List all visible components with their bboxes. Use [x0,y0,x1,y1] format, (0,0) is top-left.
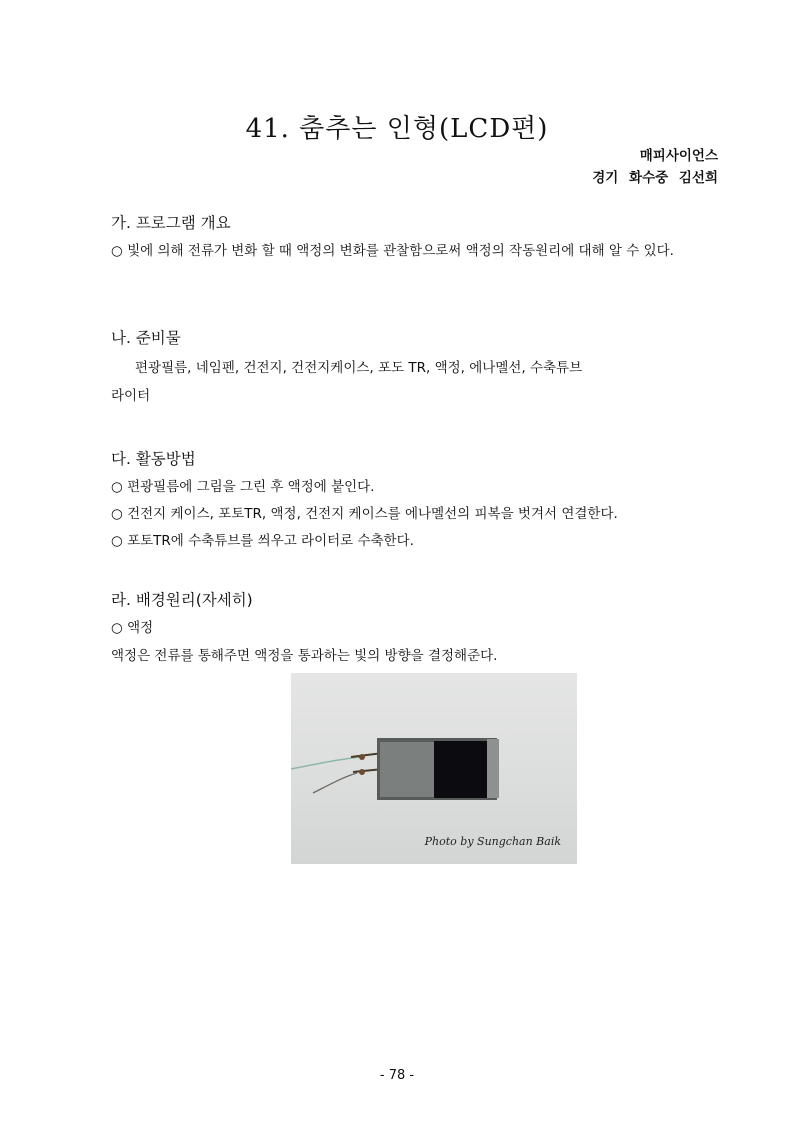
photo-caption: Photo by Sungchan Baik [424,835,561,848]
lcd-photo [291,673,577,864]
principle-item: ○ 액정 [111,620,154,636]
page-number: - 78 - [379,1068,415,1083]
section-heading-method: 다. 활동방법 [111,450,196,468]
organization: 매피사이언스 [639,148,718,164]
materials-line-2: 라이터 [111,388,151,404]
section-heading-materials: 나. 준비물 [111,329,181,347]
method-step-2: ○ 건전지 케이스, 포토TR, 액정, 건전지 케이스를 에나멜선의 피복을 벗겨서 연결한다. [111,506,618,522]
method-step-3: ○ 포토TR에 수축튜브를 씌우고 라이터로 수축한다. [111,533,414,549]
overview-text: ○ 빛에 의해 전류가 변화 할 때 액정의 변화를 관찰함으로써 액정의 작동원리에 대해 알 수 있다. [111,243,674,259]
author: 경기 화수중 김선희 [592,170,718,186]
section-heading-overview: 가. 프로그램 개요 [111,214,231,232]
method-step-1: ○ 편광필름에 그림을 그린 후 액정에 붙인다. [111,479,375,495]
section-heading-principle: 라. 배경원리(자세히) [111,591,253,609]
page-title: 41. 춤추는 인형(LCD편) [245,114,549,144]
materials-line-1: 편광필름, 네임펜, 건전지, 건전지케이스, 포도 TR, 액정, 에나멜선, 수축튜브 [135,360,583,376]
principle-text: 액정은 전류를 통해주면 액정을 통과하는 빛의 방향을 결정해준다. [111,648,498,664]
